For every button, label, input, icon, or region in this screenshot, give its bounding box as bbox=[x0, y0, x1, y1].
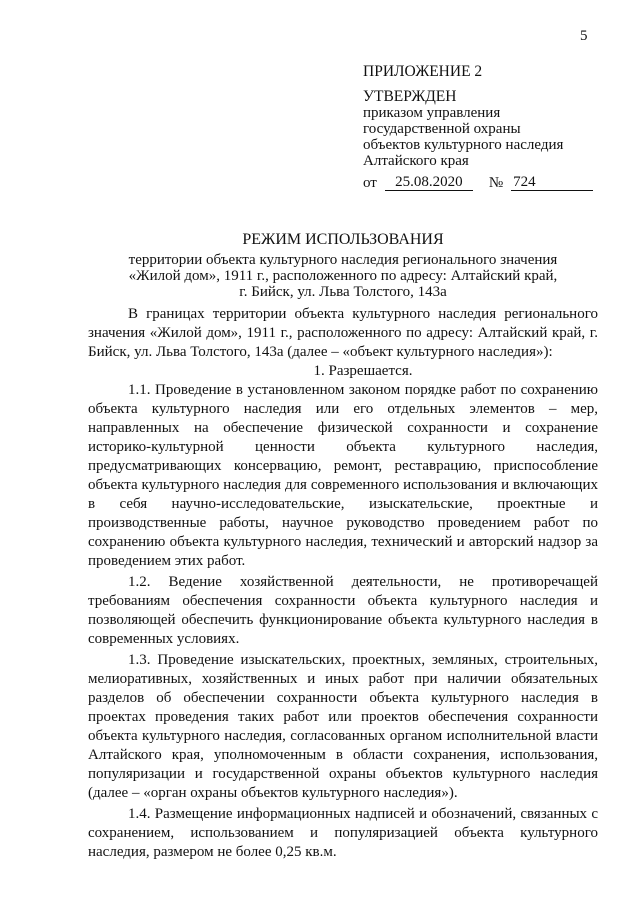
number-sign: № bbox=[488, 175, 504, 191]
order-number: 724 bbox=[511, 175, 593, 191]
approval-line: объектов культурного наследия bbox=[363, 137, 564, 153]
order-date: 25.08.2020 bbox=[385, 175, 473, 191]
appendix-label: ПРИЛОЖЕНИЕ 2 bbox=[363, 63, 483, 80]
clause-1-2: 1.2. Ведение хозяйственной деятельности, не противоречащей требованиям обеспечения сохранности объекта культурного наследия и позволяющей обеспечить функционирование объекта культурного наследия в современных условиях. bbox=[88, 574, 598, 647]
document-title: РЕЖИМ ИСПОЛЬЗОВАНИЯ bbox=[242, 231, 444, 248]
clause-1-3: 1.3. Проведение изыскательских, проектных, земляных, строительных, мелиоративных, хозяйственных и иных работ при наличии обязательных разделов об обеспечении сохранности объекта культурного наследия в проектах проведения таких работ или проектов обеспечения сохранности объекта культурного наследия, согласованных органом исполнительной власти Алтайского края, уполномоченным в области сохранения, использования, популяризации и государственной охраны объектов культурного наследия (далее – «орган охраны объектов культурного наследия»). bbox=[88, 652, 598, 801]
title-subline: «Жилой дом», 1911 г., расположенного по адресу: Алтайский край, bbox=[128, 268, 558, 284]
approved-label: УТВЕРЖДЕН bbox=[363, 88, 457, 105]
intro-paragraph: В границах территории объекта культурного наследия регионального значения «Жилой дом», 1911 г., расположенного по адресу: Алтайский край, г. Бийск, ул. Льва Толстого, 143а (далее – «объект культурного наследия»): bbox=[88, 306, 598, 360]
document-body bbox=[88, 305, 598, 862]
title-subline: г. Бийск, ул. Льва Толстого, 143а bbox=[239, 284, 447, 300]
from-label: от bbox=[363, 175, 377, 191]
document-title-block bbox=[88, 232, 598, 300]
approval-line: государственной охраны bbox=[363, 121, 521, 137]
section-heading: 1. Разрешается. bbox=[313, 363, 413, 379]
approval-line: Алтайского края bbox=[363, 153, 469, 169]
title-subline: территории объекта культурного наследия регионального значения bbox=[128, 252, 558, 268]
order-reference bbox=[363, 175, 603, 191]
page-number: 5 bbox=[580, 28, 588, 44]
approval-block bbox=[363, 64, 603, 191]
clause-1-1: 1.1. Проведение в установленном законом порядке работ по сохранению объекта культурного наследия или его отдельных элементов – мер, направленных на обеспечение физической сохранности и сохранение историко-культурной ценности объекта культурного наследия, предусматривающих консервацию, ремонт, реставрацию, приспособление объекта культурного наследия для современного использования и включающих в себя научно-исследовательские, изыскательские, проектные и производственные работы, научное руководство проведением работ по сохранению объекта культурного наследия, технический и авторский надзор за проведением этих работ. bbox=[88, 382, 598, 569]
clause-1-4: 1.4. Размещение информационных надписей и обозначений, связанных с сохранением, использованием и популяризацией объекта культурного наследия, размером не более 0,25 кв.м. bbox=[88, 806, 598, 860]
approval-line: приказом управления bbox=[363, 105, 501, 121]
